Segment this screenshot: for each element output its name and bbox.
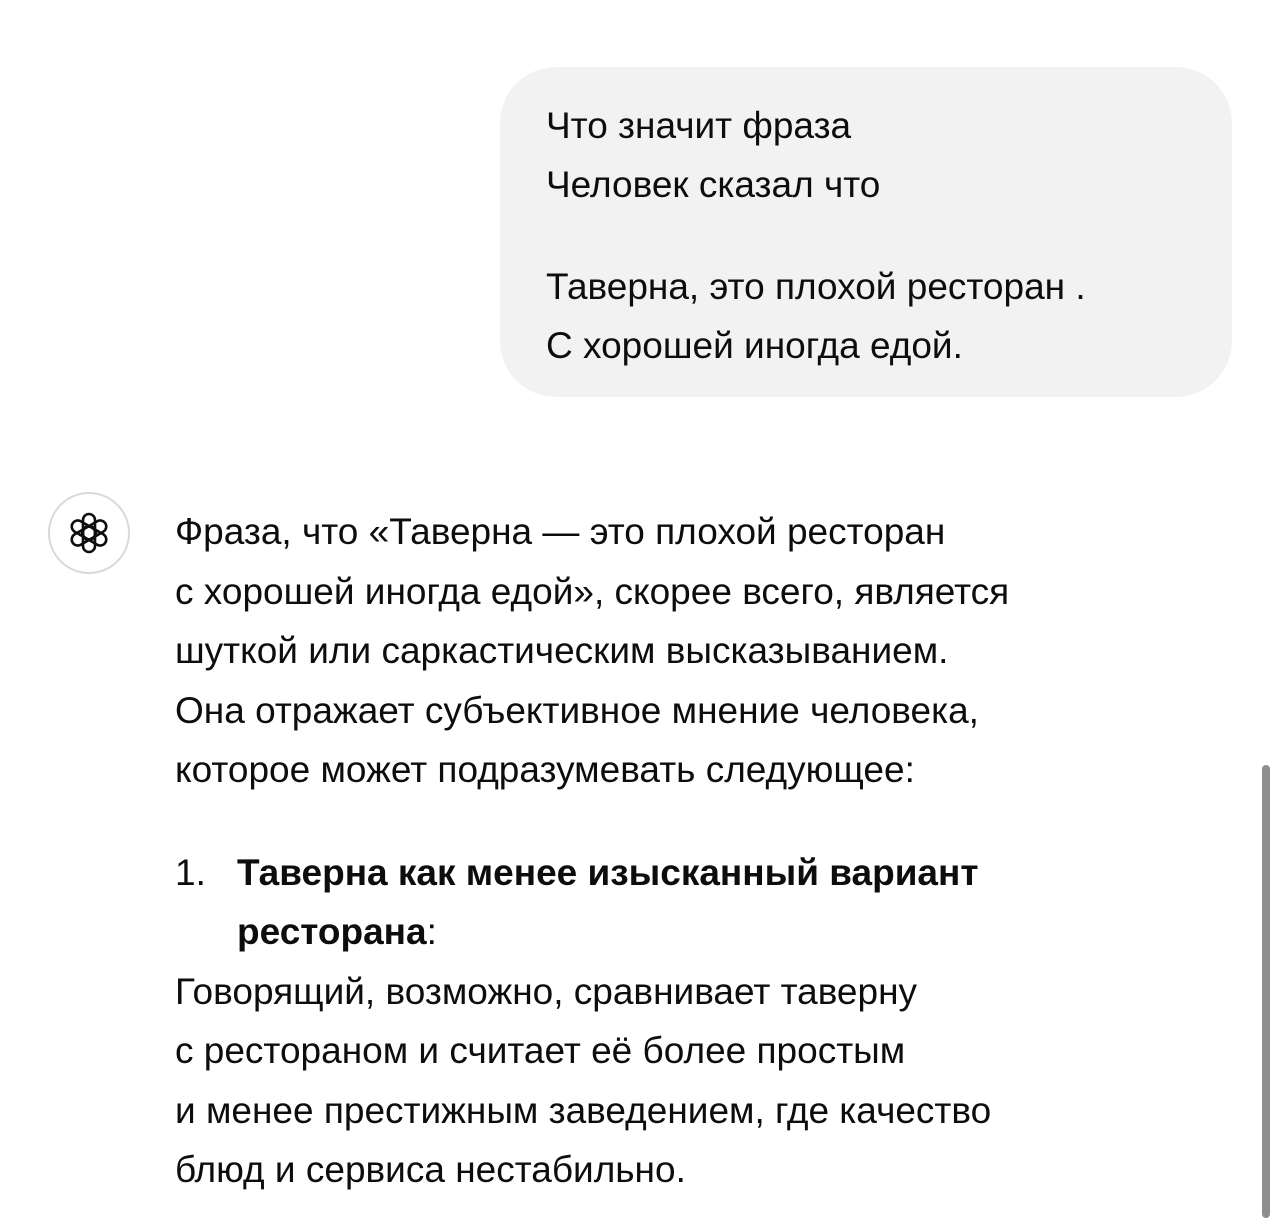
assistant-text-line: Она отражает субъективное мнение человека, — [175, 689, 979, 731]
list-item-title: Таверна как менее изысканный вариант — [237, 851, 979, 893]
user-message-line: Что значит фраза — [546, 105, 852, 146]
user-message-line: Таверна, это плохой ресторан . — [546, 266, 1086, 307]
assistant-text-line: Фраза, что «Таверна — это плохой ресторан — [175, 511, 946, 552]
assistant-text-line: с рестораном и считает её более простым — [175, 1030, 906, 1071]
assistant-text-line: Говорящий, возможно, сравнивает таверну — [175, 970, 918, 1012]
list-item-title-suffix: : — [426, 911, 437, 952]
scrollbar[interactable] — [1262, 765, 1270, 1218]
assistant-text-line: шуткой или саркастическим высказыванием. — [175, 630, 949, 671]
assistant-message — [175, 502, 1235, 1200]
list-item-number: 1. — [175, 851, 206, 893]
user-message-line: С хорошей иногда едой. — [546, 324, 963, 366]
numbered-list-item — [175, 843, 1235, 962]
openai-logo-icon — [63, 507, 115, 559]
user-message-line: Человек сказал что — [546, 163, 881, 205]
user-message-bubble — [500, 67, 1232, 397]
assistant-text-line: которое может подразумевать следующее: — [175, 749, 915, 790]
assistant-text-line: с хорошей иногда едой», скорее всего, является — [175, 570, 1010, 612]
assistant-text-line: блюд и сервиса нестабильно. — [175, 1149, 686, 1190]
assistant-text-line: и менее престижным заведением, где качество — [175, 1089, 992, 1131]
list-item-title: ресторана — [237, 911, 427, 952]
assistant-avatar — [48, 492, 130, 574]
